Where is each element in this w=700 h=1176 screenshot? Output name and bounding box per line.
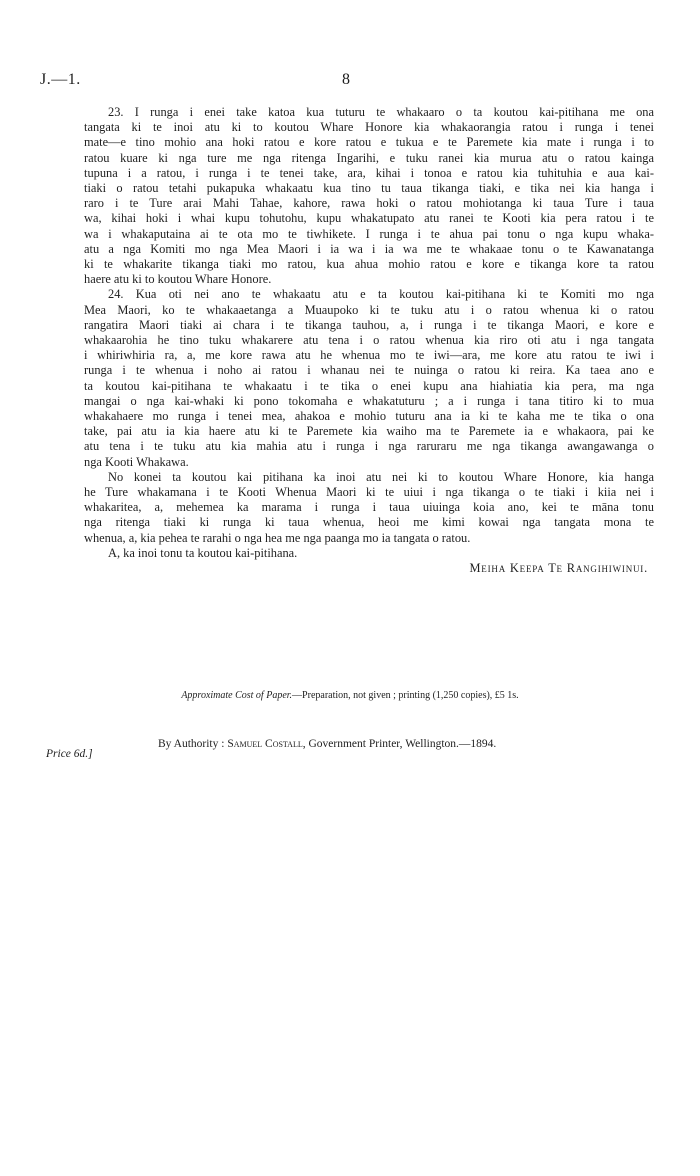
cost-note-text: —Preparation, not given ; printing (1,250 copies), £5 1s. — [292, 690, 519, 701]
body-line: haere atu ki to koutou Whare Honore. — [84, 272, 272, 287]
body-line: whakaarohia he tino tuku whakarere atu tena i o ratou whenua kia riro oti atu i nga tangata — [84, 333, 654, 348]
body-text — [84, 105, 654, 576]
body-line: tiaki o ratou tetahi pukapuka whakaatu kua tino tu taua tikanga tiaki, e tika nei kia hanga i — [84, 181, 654, 196]
page-number: 8 — [342, 71, 350, 88]
body-line: take, pai atu ia kia haere atu ki te Paremete kia waiho ma te Paremete ia e whakaora, pai ke — [84, 424, 654, 439]
body-line: tangata ki te inoi atu ki to koutou Whare Honore kia whakaorangia ratou i runga i tenei — [84, 120, 654, 135]
body-line: rangatira Maori tiaki ai chara i te tikanga tauhou, a, i runga i te tikanga Maori, e kore e — [84, 317, 654, 332]
signature: Meiha Keepa Te Rangihiwinui. — [469, 561, 648, 576]
body-line: wa i whakaputaina ai te ota mo te tiwhikete. I runga i te ahua pai tonu o nga kupu whaka- — [84, 226, 654, 241]
body-line: he Ture whakamana i te Kooti Whenua Maori ki te uiui i nga tikanga o te tiaki i kiia nei i — [84, 485, 654, 500]
imprint-printer: Samuel Costall — [227, 738, 303, 750]
body-line: whenua, a, kia pehea te rarahi o nga hea me nga paanga mo ia tangata o ratou. — [84, 530, 471, 545]
cost-note-label: Approximate Cost of Paper. — [181, 690, 293, 701]
body-line: nga ritenga tiaki ki runga ki taua whenua, heoi me kimi kowai nga tangata mona te — [84, 515, 654, 530]
body-line: ta koutou kai-pitihana te whakaatu i te tika o enei kupu ana hiahiatia kia pera, ma nga — [84, 378, 654, 393]
body-line: A, ka inoi tonu ta koutou kai-pitihana. — [108, 545, 298, 560]
price-note: Price 6d.] — [46, 748, 93, 760]
body-line: runga i te whenua i noho ai ratou i whanau nei te nuinga o ratou ki reira. Ka taea ano e — [84, 363, 654, 378]
body-line: atu tena i te tuku atu kia mahia atu i runga i nga raruraru me nga tikanga awangawanga o — [84, 439, 654, 454]
body-line: Mea Maori, ko te whakaaetanga a Muaupoko ki te tuku atu i o ratou whenua ki o ratou — [84, 302, 654, 317]
imprint-suffix: , Government Printer, Wellington.—1894. — [302, 738, 497, 750]
body-line: 24. Kua oti nei ano te whakaatu atu e ta koutou kai-pitihana ki te Komiti mo nga — [108, 287, 654, 302]
body-line: raro i te Ture arai Mahi Tahae, kahore, rawa hoki o ratou mohiotanga ki taua Ture i taua — [84, 196, 654, 211]
body-line: atu a nga Komiti mo nga Mea Maori i ia wa i ia wa me te whakaae tonu o te Kawanatanga — [84, 241, 654, 256]
body-line: ki te whakarite tikanga tiaki mo ratou, kua ahua mohio ratou e kore e tikanga kore ta ratou — [84, 257, 654, 272]
body-line: whakaritea, a, mehemea ka marama i runga i taua uiuinga koia ano, kei te māna tonu — [84, 500, 654, 515]
document-reference: J.—1. — [40, 71, 81, 88]
body-line: mate—e tino mohio ana hoki ratou e kore ratou e tukua e te Paremete kia mate i runga i to — [84, 135, 654, 150]
imprint-prefix: By Authority : — [158, 738, 228, 750]
body-line: No konei ta koutou kai pitihana ka inoi atu nei ki to koutou Whare Honore, kia hanga — [108, 469, 654, 484]
body-line: whakahaere mo runga i tenei mea, ahakoa e mohio tuturu ana ia ki te kaha me te tika o ona — [84, 409, 654, 424]
body-line: i whiriwhiria ra, a, me kore rawa atu he whenua mo te iwi—ara, me kore atu ratou te iwi i — [84, 348, 654, 363]
body-line: nga Kooti Whakawa. — [84, 454, 189, 469]
body-line: wa, kihai hoki i whai kupu tohutohu, kupu whakatupato atu ranei te Kooti kia pera ratou i te — [84, 211, 654, 226]
body-line: mangai o nga kai-whaki ki pono tokomaha e whakatuturu ; a i runga i tana titiro ki to mua — [84, 393, 654, 408]
body-line: ratou kuare ki nga ture me nga ritenga Ingarihi, e tuku ranei kia murua atu o ratou kainga — [84, 150, 654, 165]
printer-imprint — [158, 738, 496, 750]
body-line: 23. I runga i enei take katoa kua tuturu te whakaaro o ta koutou kai-pitihana me ona — [108, 105, 654, 119]
cost-note — [0, 690, 700, 701]
body-line: tupuna i a ratou, i runga i te tenei take, ara, kihai i tonoa e ratou kia tuhituhia e aua kai- — [84, 165, 654, 180]
